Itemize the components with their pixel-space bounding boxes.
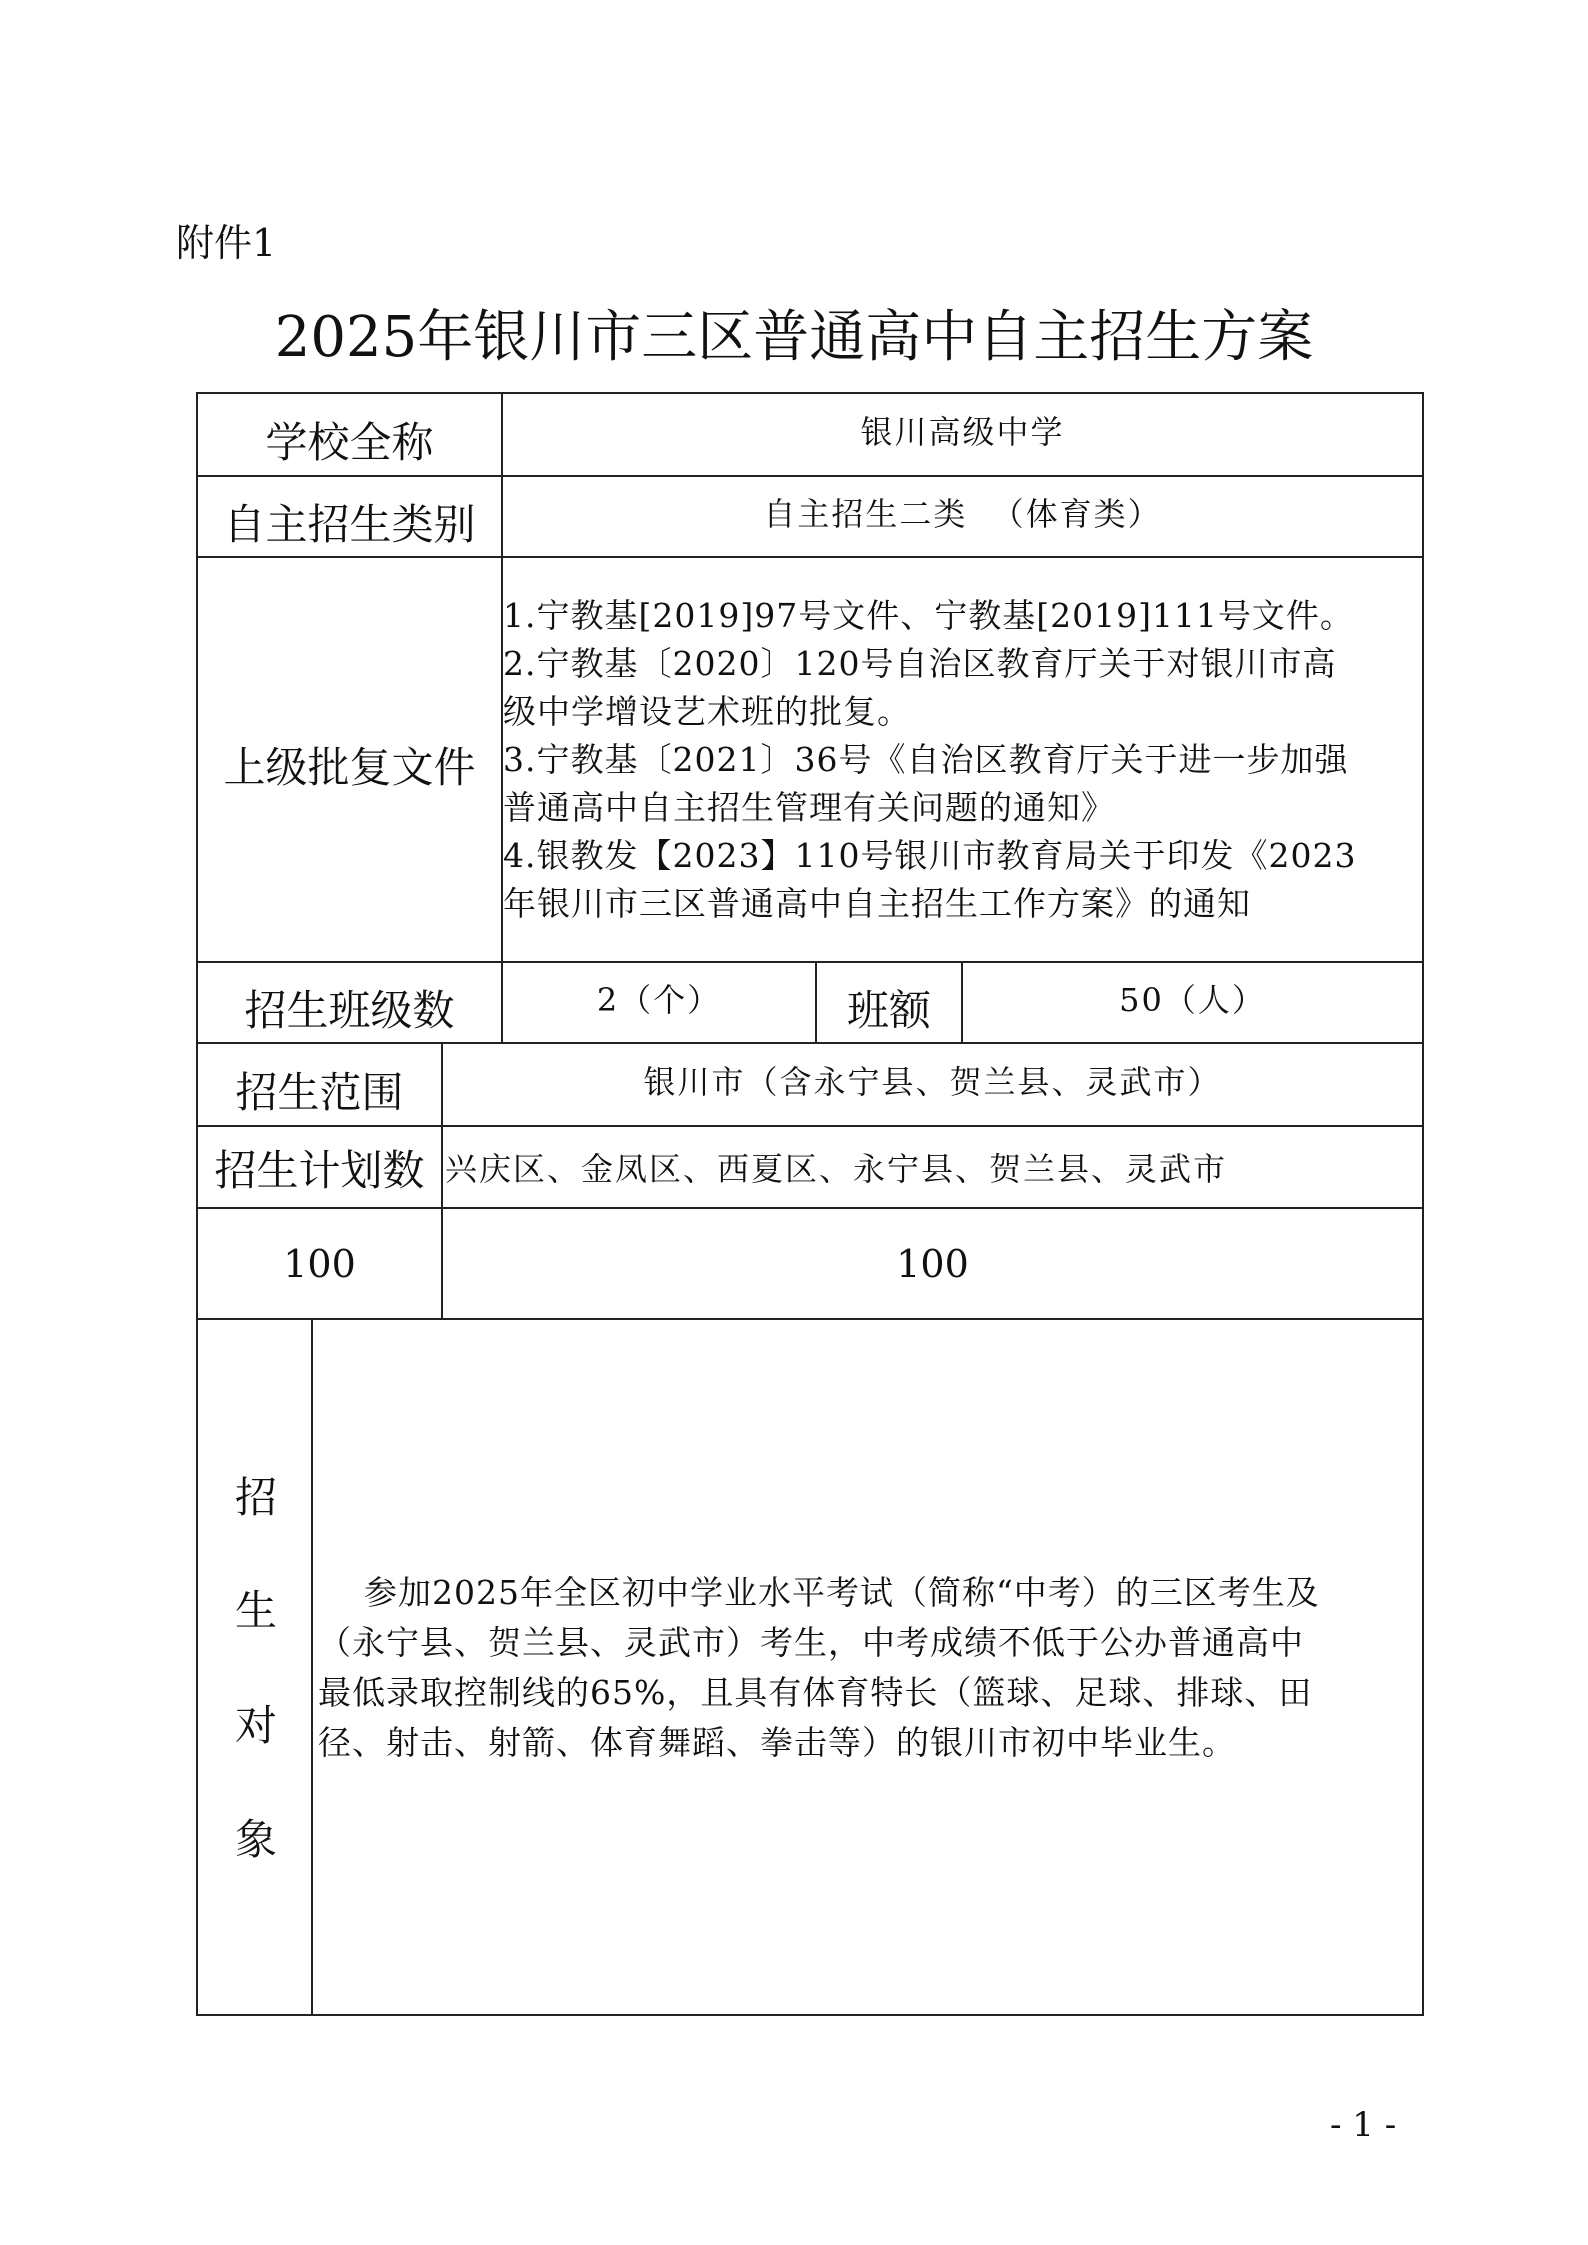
plan-districts: 兴庆区、金凤区、西夏区、永宁县、贺兰县、灵武市 (445, 1150, 1228, 1188)
plan-label: 招生计划数 (214, 1146, 425, 1195)
class-count-label: 招生班级数 (244, 985, 455, 1035)
target-line: 最低录取控制线的65%，且具有体育特长（篮球、足球、排球、田 (318, 1673, 1313, 1712)
target-label-char: 招 (234, 1473, 277, 1522)
target-line: 参加2025年全区初中学业水平考试（简称“中考）的三区考生及 (318, 1573, 1320, 1612)
approval-line: 年银川市三区普通高中自主招生工作方案》的通知 (503, 884, 1251, 923)
category-value: 自主招生二类 （体育类） (763, 494, 1162, 533)
class-size-label: 班额 (846, 985, 931, 1035)
approval-documents (503, 592, 1421, 928)
scope-label: 招生范围 (235, 1067, 404, 1117)
plan-total: 100 (283, 1241, 356, 1286)
school-name-label: 学校全称 (265, 417, 434, 467)
target-line: （永宁县、贺兰县、灵武市）考生，中考成绩不低于公办普通高中 (318, 1623, 1304, 1662)
class-size-value: 50（人） (1119, 980, 1266, 1019)
approval-line: 2.宁教基〔2020〕120号自治区教育厅关于对银川市高 (503, 644, 1337, 683)
category-label: 自主招生类别 (223, 499, 476, 549)
target-line: 径、射击、射箭、体育舞蹈、拳击等）的银川市初中毕业生。 (318, 1723, 1236, 1762)
target-description (318, 1568, 1422, 1768)
target-label-char: 象 (234, 1815, 277, 1864)
approval-line: 4.银教发【2023】110号银川市教育局关于印发《2023 (503, 836, 1357, 875)
target-label-char: 对 (234, 1701, 277, 1750)
class-count-value: 2（个） (596, 980, 722, 1019)
approval-line: 级中学增设艺术班的批复。 (503, 692, 911, 731)
page-title: 2025年银川市三区普通高中自主招生方案 (274, 305, 1314, 370)
scope-value: 银川市（含永宁县、贺兰县、灵武市） (643, 1062, 1222, 1101)
attachment-label: 附件1 (176, 221, 277, 265)
page-number: - 1 - (1330, 2105, 1397, 2145)
approval-label: 上级批复文件 (223, 742, 476, 792)
target-label-char: 生 (234, 1586, 277, 1635)
approval-line: 普通高中自主招生管理有关问题的通知》 (503, 788, 1115, 827)
approval-line: 1.宁教基[2019]97号文件、宁教基[2019]111号文件。 (503, 596, 1354, 635)
plan-district-total: 100 (896, 1241, 969, 1286)
approval-line: 3.宁教基〔2021〕36号《自治区教育厅关于进一步加强 (503, 740, 1349, 779)
school-name-value: 银川高级中学 (860, 412, 1065, 451)
